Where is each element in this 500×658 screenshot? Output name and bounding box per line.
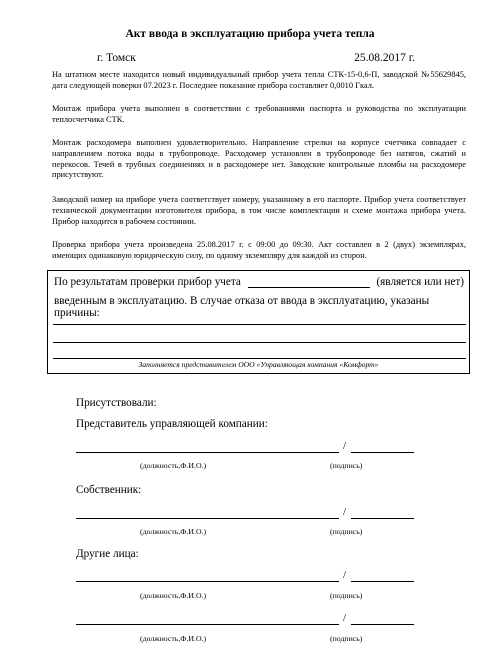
reason-line-2[interactable] (53, 342, 466, 343)
other-1-signature-line[interactable] (351, 581, 414, 582)
signature-caption: (подпись) (330, 591, 363, 600)
paragraph-serial-check: Заводской номер на приборе учета соответствует номеру, указанному в его паспорте. Прибор учета соответствует технической документации изготовителя прибора, в том числе комплектации и схеме монтажа прибора учета. Прибор находится в рабочем состоянии. (52, 195, 466, 226)
position-caption: (должность,Ф.И.О.) (140, 591, 207, 600)
others-label: Другие лица: (76, 548, 139, 560)
position-caption: (должность,Ф.И.О.) (140, 634, 207, 643)
result-text: По результатам проверки прибор учета (54, 276, 241, 288)
document-date: 25.08.2017 г. (354, 52, 415, 64)
result-box (47, 270, 470, 374)
result-box-caption: Заполняется представителем ООО «Управляющая компания «Комфорт» (138, 360, 379, 369)
company-rep-label: Представитель управляющей компании: (76, 418, 268, 430)
owner-label: Собственник: (76, 484, 142, 496)
reason-line-3[interactable] (53, 358, 466, 359)
other-2-signature-line[interactable] (351, 624, 414, 625)
position-caption: (должность,Ф.И.О.) (140, 461, 207, 470)
result-blank-field[interactable] (248, 277, 370, 288)
signature-caption: (подпись) (330, 461, 363, 470)
paragraph-device-info: На штатном месте находится новый индивидуальный прибор учета тепла СТК-15-0,6-П, заводской №55629845, дата следующей поверки 07.2023 г. Последнее показание прибора составляет 0,0010 Гкал. (52, 70, 466, 90)
signature-separator: / (343, 569, 347, 581)
paragraph-inspection-time: Проверка прибора учета произведена 25.08.2017 г. с 09:00 до 09:30. Акт составлен в 2 (двух) экземплярах, имеющих одинаковую юридическую силу, по одному экземпляру для каждой из сторон. (52, 240, 466, 260)
position-caption: (должность,Ф.И.О.) (140, 527, 207, 536)
signature-separator: / (343, 440, 347, 452)
company-rep-position-line[interactable] (76, 452, 339, 453)
other-1-position-line[interactable] (76, 581, 339, 582)
present-label: Присутствовали: (76, 397, 157, 409)
owner-signature-line[interactable] (351, 518, 414, 519)
signature-separator: / (343, 612, 347, 624)
result-line (54, 276, 464, 288)
paragraph-installation: Монтаж прибора учета выполнен в соответствии с требованиями паспорта и руководства по эксплуатации теплосчетчика СТК. (52, 104, 466, 124)
signature-caption: (подпись) (330, 527, 363, 536)
paragraph-flowmeter: Монтаж расходомера выполнен удовлетворительно. Направление стрелки на корпусе счетчика совпадает с направлением потока воды в трубопроводе. Расходомер установлен в трубопроводе без натягов, сжатий и перекосов. Течей в трубных соединениях и в расходомере нет. Заводские контрольные пломбы на расходомере присутствуют. (52, 138, 466, 180)
reason-line-1[interactable] (53, 324, 466, 325)
result-reason-text: введенным в эксплуатацию. В случае отказа от ввода в эксплуатацию, указаны причины: (54, 295, 430, 319)
signature-separator: / (343, 506, 347, 518)
result-hint: (является или нет) (376, 276, 464, 288)
owner-position-line[interactable] (76, 518, 339, 519)
signature-caption: (подпись) (330, 634, 363, 643)
other-2-position-line[interactable] (76, 624, 339, 625)
company-rep-signature-line[interactable] (351, 452, 414, 453)
document-title: Акт ввода в эксплуатацию прибора учета тепла (125, 28, 375, 40)
document-city: г. Томск (97, 52, 136, 64)
